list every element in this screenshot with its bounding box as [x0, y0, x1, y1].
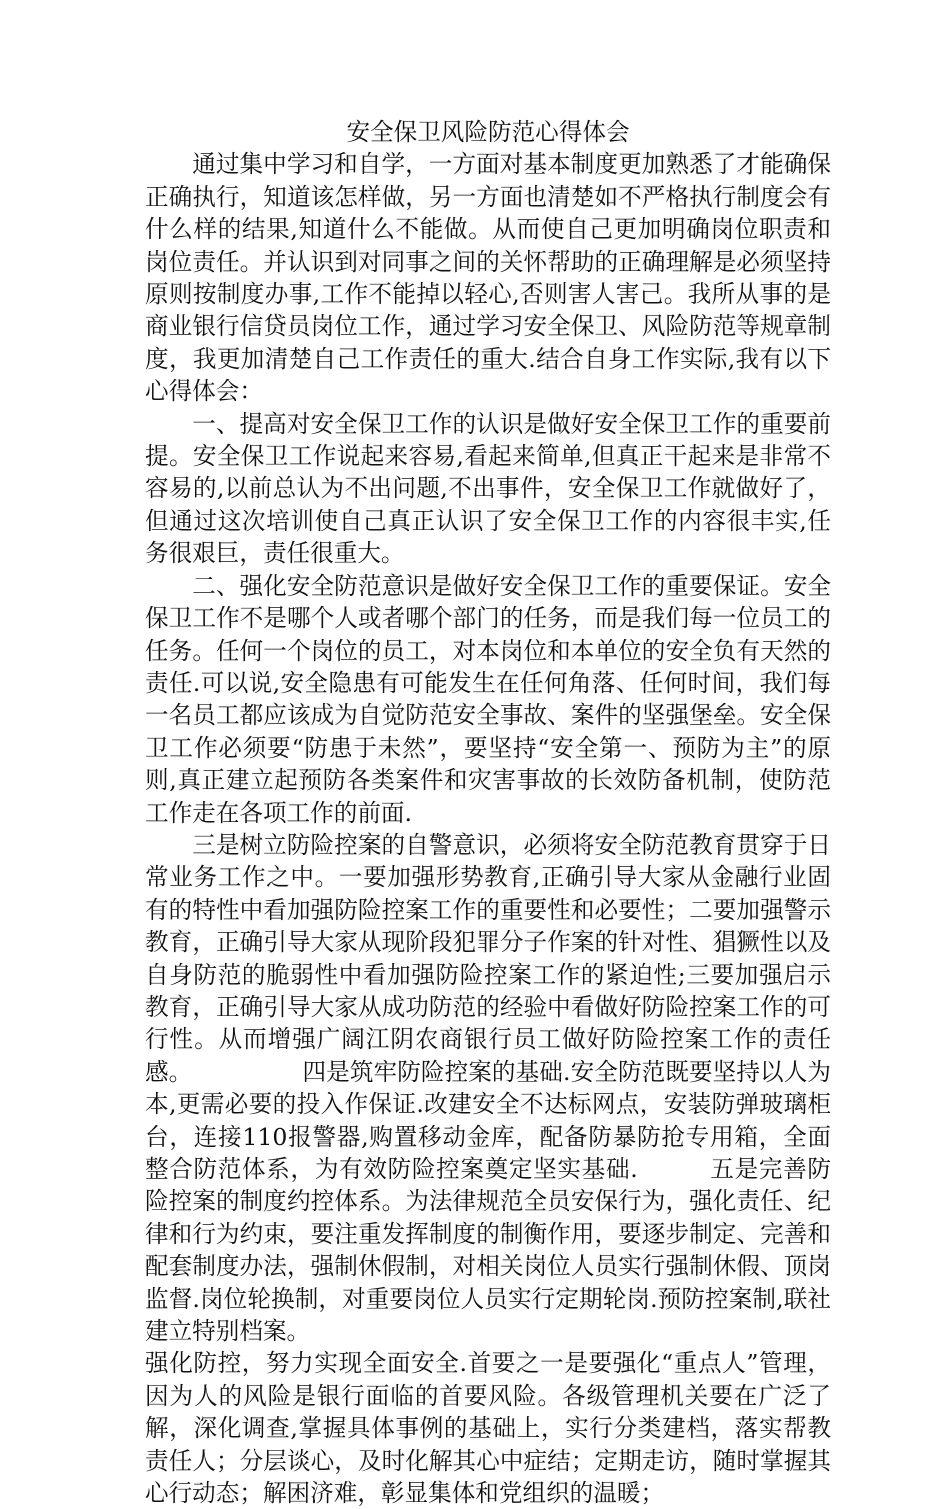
text-point-three: 三是树立防险控案的自警意识，必须将安全防范教育贯穿于日常业务工作之中。一要加强形势教育,正确引导大家从金融行业固有的特性中看加强防险控案工作的重要性和必要性；二要加强警示教育，正确引导大家从现阶段犯罪分子作案的针对性、猖獗性以及自身防范的脆弱性中看加强防险控案工作的紧迫性;三要加强启示教育，正确引导大家从成功防范的经验中看做好防险控案工作的可行性。从而增强广阔江阴农商银行员工做好防险控案工作的责任感。	[145, 830, 831, 1086]
text-point-four: 四是筑牢防险控案的基础.安全防范既要坚持以人为本,更需必要的投入作保证.改建安全不达标网点，安装防弹玻璃柜台，连接110报警器,购置移动金库，配备防暴防抢专用箱，全面整合防范体系，为有效防险控案奠定坚实基础.	[145, 1057, 832, 1183]
paragraph-point-three	[145, 829, 831, 1348]
document-title: 安全保卫风险防范心得体会	[346, 118, 630, 146]
paragraph-strengthen-control: 强化防控，努力实现全面安全.首要之一是要强化“重点人”管理，因为人的风险是银行面临的首要风险。各级管理机关要在广泛了解，深化调查,掌握具体事例的基础上，实行分类建档，落实帮教责任人；分层谈心，及时化解其心中症结；定期走访，随时掌握其心行动态；解困济难，彰显集体和党组织的温暖；	[145, 1349, 831, 1508]
document-page	[145, 116, 831, 1509]
paragraph-intro: 通过集中学习和自学，一方面对基本制度更加熟悉了才能确保正确执行，知道该怎样做，另一方面也清楚如不严格执行制度会有什么样的结果,知道什么不能做。从而使自己更加明确岗位职责和岗位责任。并认识到对同事之间的关怀帮助的正确理解是必须坚持原则按制度办事,工作不能掉以轻心,否则害人害己。我所从事的是商业银行信贷员岗位工作，通过学习安全保卫、风险防范等规章制度，我更加清楚自己工作责任的重大.结合自身工作实际,我有以下心得体会：	[145, 150, 831, 406]
paragraph-point-two: 二、强化安全防范意识是做好安全保卫工作的重要保证。安全保卫工作不是哪个人或者哪个部门的任务，而是我们每一位员工的任务。任何一个岗位的员工，对本岗位和本单位的安全负有天然的责任.可以说,安全隐患有可能发生在任何角落、任何时间，我们每一名员工都应该成为自觉防范安全事故、案件的坚强堡垒。安全保卫工作必须要“防患于未然”，要坚持“安全第一、预防为主”的原则,真正建立起预防各类案件和灾害事故的长效防备机制，使防范工作走在各项工作的前面.	[145, 571, 831, 827]
text-point-five: 五是完善防险控案的制度约控体系。为法律规范全员安保行为，强化责任、纪律和行为约束，要注重发挥制度的制衡作用，要逐步制定、完善和配套制度办法，强制休假制，对相关岗位人员实行强制休假、顶岗监督.岗位轮换制，对重要岗位人员实行定期轮岗.预防控案制,联社建立特别档案。	[145, 1155, 832, 1346]
paragraph-point-one: 一、提高对安全保卫工作的认识是做好安全保卫工作的重要前提。安全保卫工作说起来容易,看起来简单,但真正干起来是非常不容易的,以前总认为不出问题,不出事件，安全保卫工作就做好了，但通过这次培训使自己真正认识了安全保卫工作的内容很丰实,任务很艰巨，责任很重大。	[145, 409, 831, 568]
